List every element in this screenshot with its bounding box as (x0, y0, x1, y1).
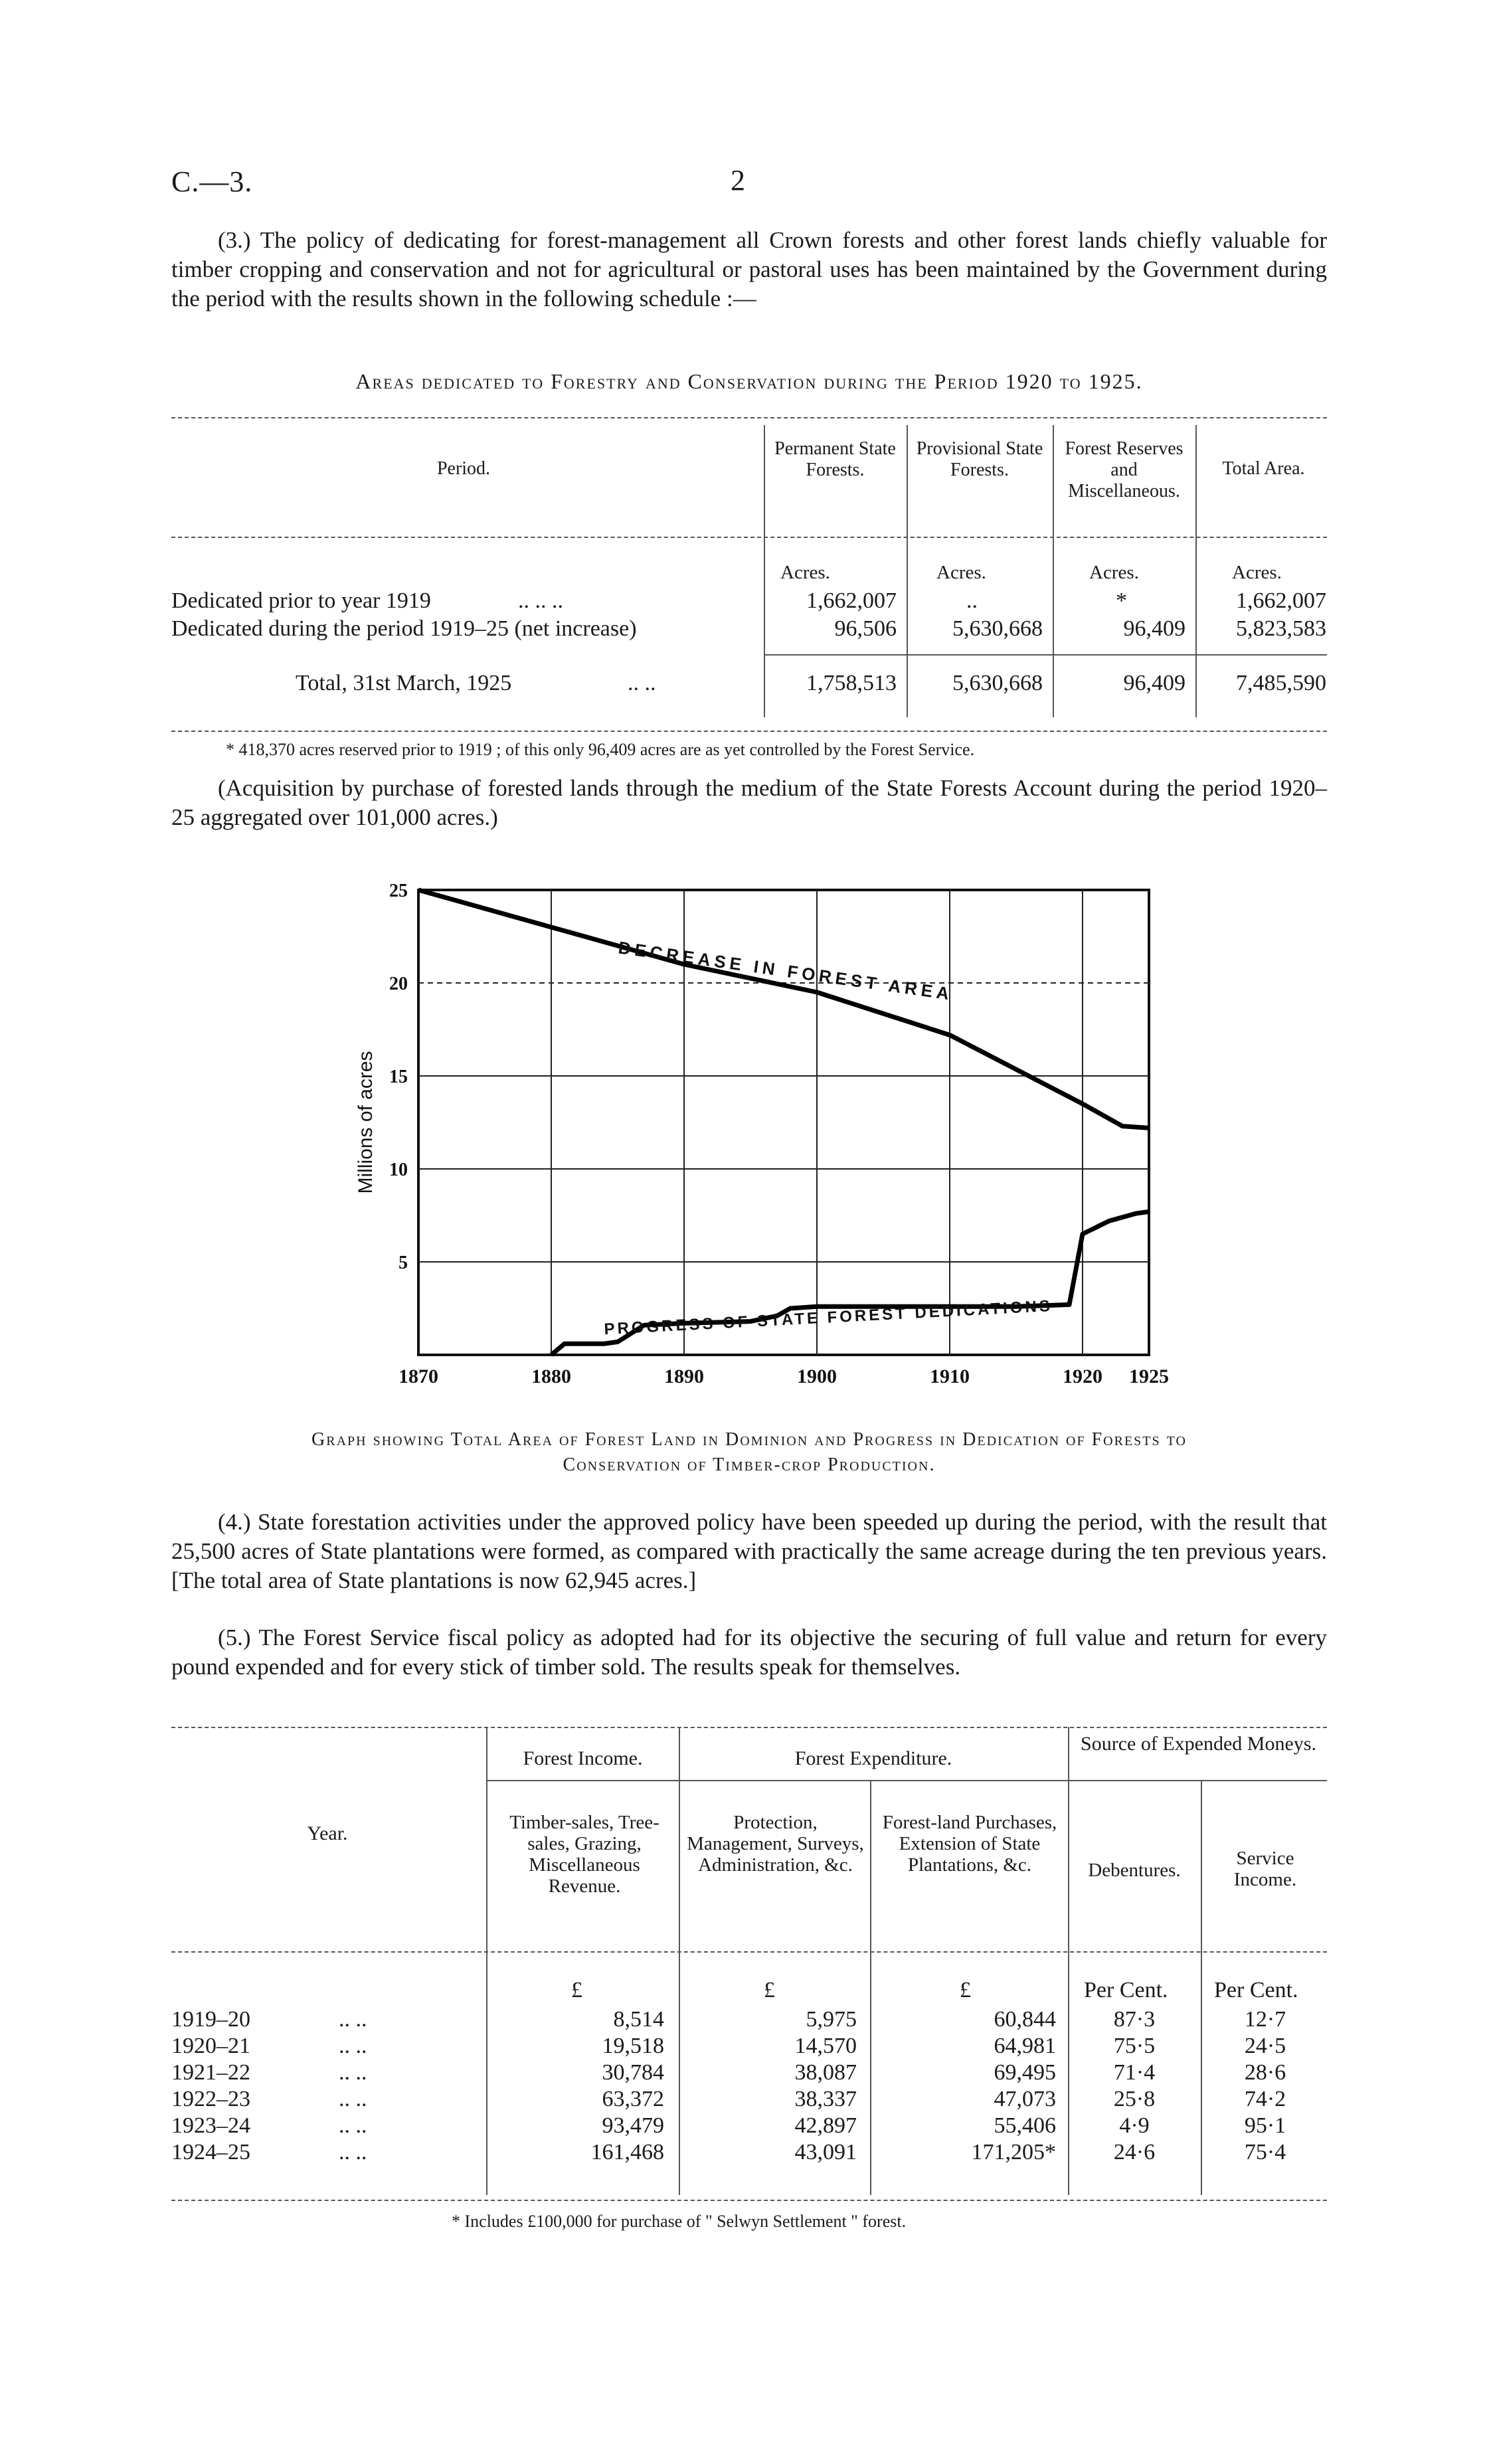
table2-group-rule (486, 1780, 1327, 1781)
table2-cell: 71·4 (1113, 2060, 1156, 2085)
chart-y-tick-label: 20 (389, 974, 408, 994)
table1-cell: 1,662,007 (1236, 588, 1326, 613)
table1-top-rule (171, 417, 1327, 418)
chart-frame (418, 890, 1149, 1355)
table2-cell: 30,784 (602, 2060, 664, 2085)
table2-divider (870, 1780, 871, 2195)
table2-cell: 12·7 (1244, 2007, 1286, 2032)
table1-header-total: Total Area. (1222, 458, 1305, 479)
table2-year: 1919–20 (171, 2007, 250, 2032)
table2-dots: .. .. (339, 2113, 367, 2138)
table2-divider (1068, 1727, 1069, 2195)
chart-y-axis-label: Millions of acres (355, 1051, 377, 1194)
table1-cell: * (1116, 588, 1127, 613)
table1-header-rule (171, 537, 1327, 538)
chart-y-tick-label: 5 (398, 1253, 408, 1273)
table1-total-rule (764, 654, 1327, 656)
table1-total-label: Total, 31st March, 1925 (296, 671, 512, 695)
table1-total-cell: 5,630,668 (952, 671, 1043, 695)
chart-x-tick-label: 1870 (398, 1365, 438, 1387)
table2-cell: 42,897 (794, 2113, 857, 2138)
forest-area-series-label: DECREASE IN FOREST AREA (617, 937, 954, 1004)
table1-cell: 5,823,583 (1236, 616, 1326, 641)
table1-total-dots: .. .. (628, 671, 656, 695)
table2-header-service-income: Service Income. (1233, 1848, 1297, 1890)
table2-cell: 63,372 (602, 2087, 664, 2111)
table2-cell: 24·5 (1244, 2034, 1286, 2058)
table2-cell: 93,479 (602, 2113, 664, 2138)
table1-divider (764, 425, 765, 717)
table2-cell: 28·6 (1244, 2060, 1286, 2085)
table1-unit: Acres. (936, 562, 986, 583)
table2-group-expenditure: Forest Expenditure. (794, 1747, 952, 1769)
table2-year: 1923–24 (171, 2113, 250, 2138)
chart-x-tick-label: 1925 (1129, 1365, 1169, 1387)
table2-top-rule (171, 1727, 1327, 1728)
table2-cell: 87·3 (1113, 2007, 1156, 2032)
table2-cell: 47,073 (994, 2087, 1056, 2111)
table2-header-protection: Protection, Management, Surveys, Administration, &c. (687, 1812, 864, 1876)
table2-header-rule (171, 1951, 1327, 1953)
table1-unit: Acres. (1089, 562, 1139, 583)
table1-total-cell: 7,485,590 (1236, 671, 1326, 695)
chart-caption-line1: Graph showing Total Area of Forest Land in Dominion and Progress in Dedication of Forests to (311, 1429, 1187, 1450)
table2-header-debentures: Debentures. (1088, 1860, 1181, 1881)
paragraph-5: (5.) The Forest Service fiscal policy as adopted had for its objective the securing of full value and return for every pound expended and for every stick of timber sold. The results speak for themselves. (171, 1625, 1327, 1680)
table2-cell: 55,406 (994, 2113, 1056, 2138)
table2-footnote: * Includes £100,000 for purchase of " Selwyn Settlement " forest. (452, 2212, 907, 2231)
table1-bottom-rule (171, 731, 1327, 732)
table1-header-reserves: Forest Reserves and Miscellaneous. (1065, 438, 1184, 501)
chart-x-tick-label: 1890 (664, 1365, 704, 1387)
table2-group-income: Forest Income. (523, 1747, 643, 1769)
table1-divider (907, 425, 908, 717)
table2-cell: 4·9 (1119, 2113, 1150, 2138)
table1-total-cell: 1,758,513 (806, 671, 897, 695)
table1-cell: 96,409 (1123, 616, 1185, 641)
table2-cell: 161,468 (590, 2140, 664, 2164)
table2-unit: Per Cent. (1084, 1978, 1168, 2002)
table2-divider (1201, 1780, 1202, 2195)
table2-cell: 38,337 (794, 2087, 857, 2111)
table1-title: Areas dedicated to Forestry and Conservation during the Period 1920 to 1925. (355, 369, 1143, 393)
table2-cell: 95·1 (1244, 2113, 1286, 2138)
table1-cell: 96,506 (834, 616, 897, 641)
table2-header-year: Year. (307, 1822, 348, 1844)
table1-total-cell: 96,409 (1123, 671, 1185, 695)
table2-unit: £ (960, 1978, 971, 2002)
dedications-series-label: PROGRESS OF STATE FOREST DEDICATIONS (603, 1296, 1053, 1339)
table2-bottom-rule (171, 2200, 1327, 2201)
page-number: 2 (731, 164, 745, 197)
table2-unit: £ (571, 1978, 582, 2002)
table2-divider (679, 1727, 680, 2195)
table2-cell: 8,514 (613, 2007, 664, 2032)
paragraph-4: (4.) State forestation activities under the approved policy have been speeded up during the period, with the result that 25,500 acres of State plantations were formed, as compared with practically the same acreage during the ten previous years. [The total area of State plantations is now 62,945 acres.] (171, 1509, 1327, 1593)
forest-area-chart (345, 870, 1189, 1415)
table2-dots: .. .. (339, 2087, 367, 2111)
table1-divider (1053, 425, 1054, 717)
table1-divider (1195, 425, 1197, 717)
table2-cell: 75·4 (1244, 2140, 1286, 2164)
chart-x-tick-label: 1880 (531, 1365, 571, 1387)
table2-cell: 38,087 (794, 2060, 857, 2085)
table2-header-purchases: Forest-land Purchases, Extension of State Plantations, &c. (882, 1812, 1057, 1876)
table2-cell: 75·5 (1113, 2034, 1156, 2058)
table2-dots: .. .. (339, 2140, 367, 2164)
table1-cell: 1,662,007 (806, 588, 897, 613)
chart-y-tick-label: 25 (389, 881, 408, 901)
chart-x-tick-label: 1920 (1063, 1365, 1102, 1387)
table1-header-period: Period. (436, 458, 491, 479)
table1-unit: Acres. (1232, 562, 1282, 583)
table2-year: 1921–22 (171, 2060, 250, 2085)
table2-year: 1922–23 (171, 2087, 250, 2111)
table1-row-dots: .. .. .. (518, 588, 563, 613)
table2-header-income: Timber-sales, Tree-sales, Grazing, Miscellaneous Revenue. (509, 1812, 659, 1897)
table1-row-label: Dedicated during the period 1919–25 (net increase) (171, 616, 637, 641)
table2-cell: 25·8 (1113, 2087, 1156, 2111)
table2-unit: £ (764, 1978, 775, 2002)
forest-area-line (418, 890, 1149, 1128)
table2-dots: .. .. (339, 2060, 367, 2085)
page-reference: C.—3. (171, 165, 253, 198)
table2-divider (486, 1727, 487, 2195)
table2-cell: 69,495 (994, 2060, 1056, 2085)
table1-cell: 5,630,668 (952, 616, 1043, 641)
table2-year: 1920–21 (171, 2034, 250, 2058)
table2-dots: .. .. (339, 2034, 367, 2058)
table2-cell: 43,091 (794, 2140, 857, 2164)
table2-cell: 19,518 (602, 2034, 664, 2058)
table2-dots: .. .. (339, 2007, 367, 2032)
table2-unit: Per Cent. (1214, 1978, 1298, 2002)
paragraph-3: (3.) The policy of dedicating for forest-management all Crown forests and other forest lands chiefly valuable for timber cropping and conservation and not for agricultural or pastoral uses has been maintained by the Government during the period with the results shown in the following schedule :— (171, 227, 1327, 311)
table2-cell: 60,844 (994, 2007, 1056, 2032)
table2-cell: 64,981 (994, 2034, 1056, 2058)
table2-cell: 74·2 (1244, 2087, 1286, 2111)
table1-unit: Acres. (780, 562, 830, 583)
chart-caption-line2: Conservation of Timber-crop Production. (563, 1454, 936, 1475)
table2-cell: 14,570 (794, 2034, 857, 2058)
table1-header-permanent: Permanent State Forests. (774, 438, 896, 480)
chart-y-tick-label: 15 (389, 1067, 408, 1087)
table2-cell: 5,975 (806, 2007, 857, 2032)
chart-x-tick-label: 1900 (797, 1365, 837, 1387)
table2-group-source: Source of Expended Moneys. (1081, 1733, 1316, 1755)
chart-x-tick-label: 1910 (930, 1365, 970, 1387)
table2-cell: 171,205* (971, 2140, 1056, 2164)
table1-footnote: * 418,370 acres reserved prior to 1919 ; of this only 96,409 acres are as yet controlled by the Forest Service. (226, 740, 975, 759)
table1-cell: .. (966, 588, 978, 613)
chart-y-tick-label: 10 (389, 1160, 408, 1180)
table1-row-label: Dedicated prior to year 1919 (171, 588, 431, 613)
table2-cell: 24·6 (1113, 2140, 1156, 2164)
paragraph-acquisition: (Acquisition by purchase of forested lands through the medium of the State Forests Account during the period 1920–25 aggregated over 101,000 acres.) (171, 775, 1327, 830)
table2-year: 1924–25 (171, 2140, 250, 2164)
table1-header-provisional: Provisional State Forests. (916, 438, 1043, 480)
